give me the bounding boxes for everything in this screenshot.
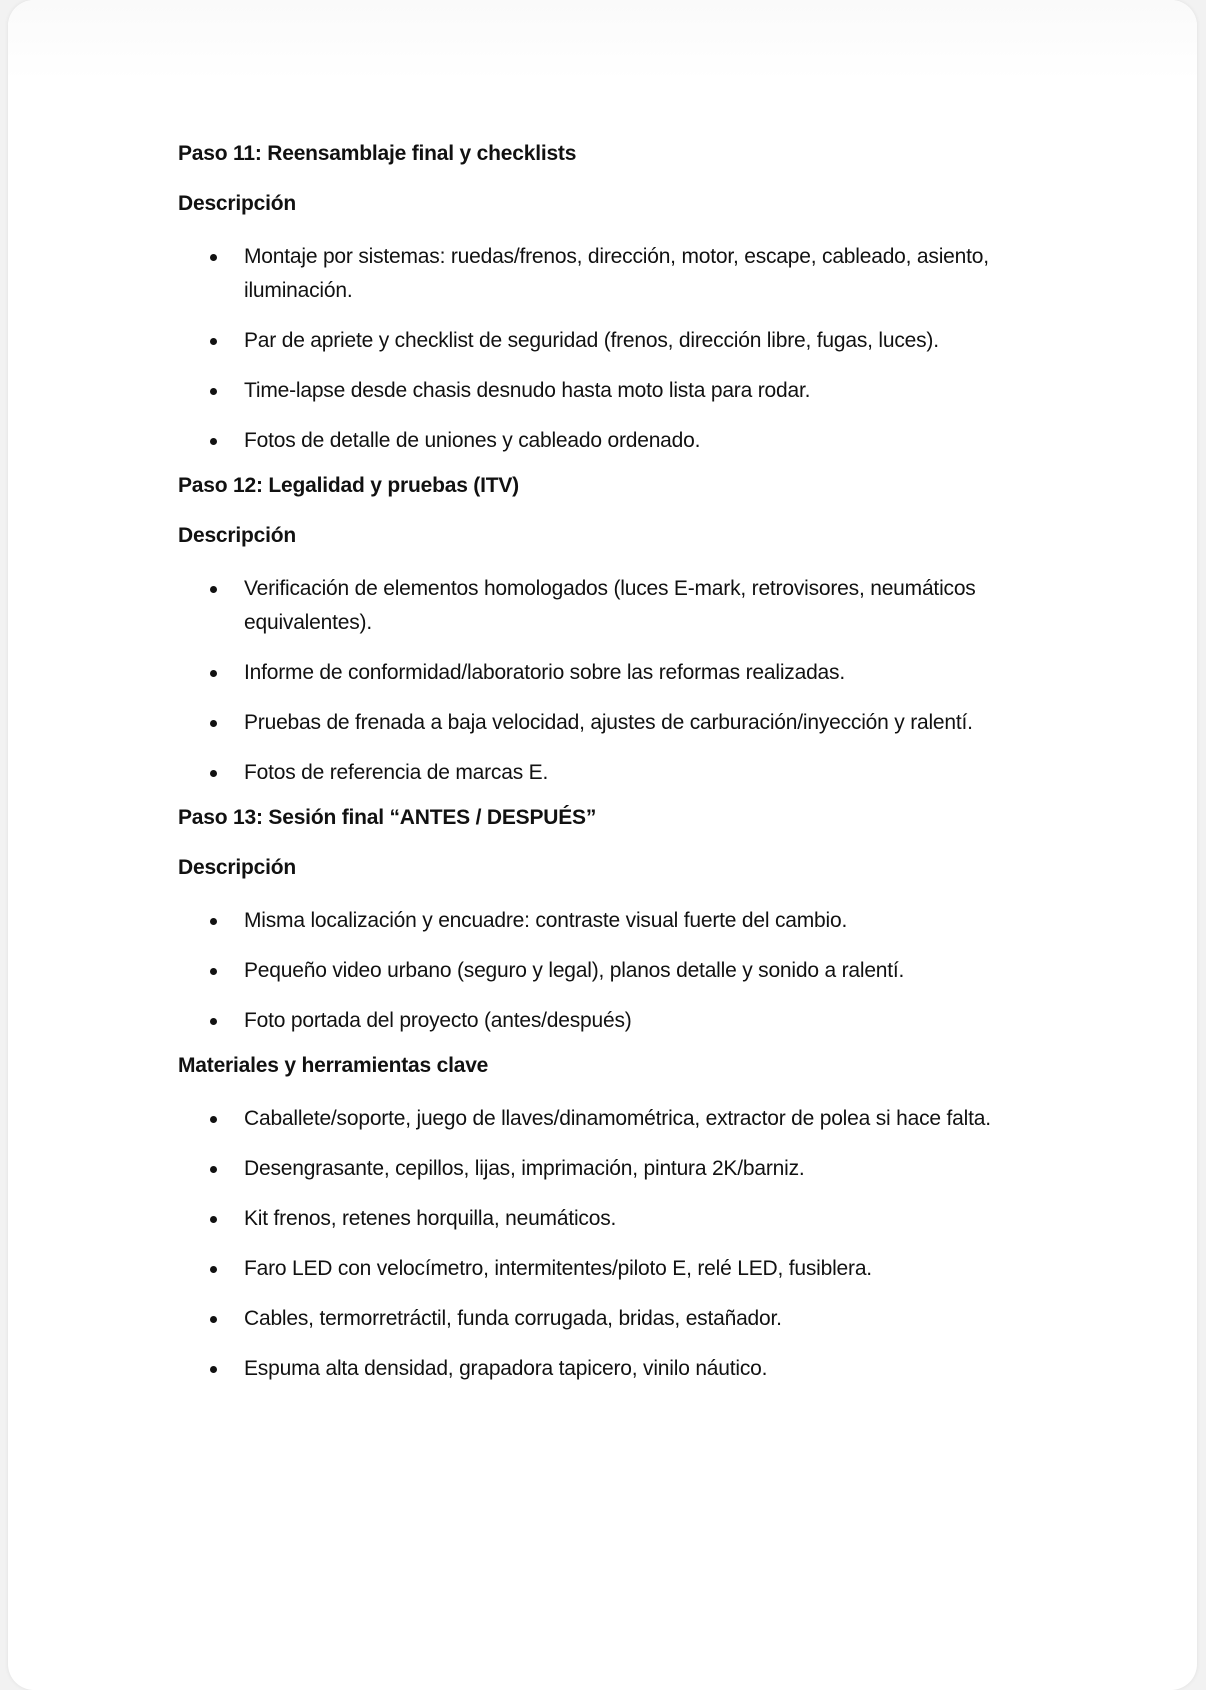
bullet-icon (210, 1366, 217, 1373)
list-item (178, 904, 1028, 938)
list-item-text: Caballete/soporte, juego de llaves/dinamométrica, extractor de polea si hace falta. (244, 1107, 991, 1130)
list-item (178, 572, 1028, 640)
list-item (178, 706, 1028, 740)
section-subtitle: Descripción (178, 192, 297, 215)
list-item-text: Par de apriete y checklist de seguridad (frenos, dirección libre, fugas, luces). (244, 329, 939, 352)
list-item (178, 1252, 1028, 1286)
bullet-icon (210, 438, 217, 445)
list-item (178, 1302, 1028, 1336)
list-item-text: Time-lapse desde chasis desnudo hasta moto lista para rodar. (244, 379, 811, 402)
list-item-text: Misma localización y encuadre: contraste visual fuerte del cambio. (244, 909, 848, 932)
bullet-icon (210, 1116, 217, 1123)
list-item (178, 324, 1028, 358)
document-content (178, 140, 1028, 1400)
bullet-icon (210, 770, 217, 777)
list-item-text: Fotos de referencia de marcas E. (244, 761, 549, 784)
bullet-icon (210, 1166, 217, 1173)
list-item (178, 374, 1028, 408)
section-title-materiales: Materiales y herramientas clave (178, 1054, 489, 1077)
section-title-paso-11: Paso 11: Reensamblaje final y checklists (178, 142, 577, 165)
list-item (178, 656, 1028, 690)
list-item (178, 1102, 1028, 1136)
section-subtitle: Descripción (178, 524, 297, 547)
top-fade (8, 0, 1197, 80)
bullet-list (178, 240, 1028, 458)
list-item-text: Espuma alta densidad, grapadora tapicero, vinilo náutico. (244, 1357, 768, 1380)
bullet-icon (210, 1266, 217, 1273)
list-item-text: Faro LED con velocímetro, intermitentes/piloto E, relé LED, fusiblera. (244, 1257, 872, 1280)
list-item-text: Foto portada del proyecto (antes/después) (244, 1009, 632, 1032)
document-page (8, 0, 1197, 1690)
list-item-text: Pequeño video urbano (seguro y legal), planos detalle y sonido a ralentí. (244, 959, 905, 982)
bullet-icon (210, 918, 217, 925)
list-item-text: Montaje por sistemas: ruedas/frenos, dirección, motor, escape, cableado, asiento, iluminación. (244, 245, 989, 302)
list-item (178, 1202, 1028, 1236)
bullet-icon (210, 670, 217, 677)
section-subtitle: Descripción (178, 856, 297, 879)
bullet-icon (210, 586, 217, 593)
bullet-icon (210, 388, 217, 395)
list-item-text: Verificación de elementos homologados (luces E-mark, retrovisores, neumáticos equivalentes). (244, 577, 976, 634)
bullet-list (178, 1102, 1028, 1386)
list-item (178, 1152, 1028, 1186)
list-item (178, 756, 1028, 790)
list-item (178, 1004, 1028, 1038)
bullet-list (178, 572, 1028, 790)
list-item-text: Fotos de detalle de uniones y cableado ordenado. (244, 429, 701, 452)
bullet-icon (210, 338, 217, 345)
list-item-text: Desengrasante, cepillos, lijas, imprimación, pintura 2K/barniz. (244, 1157, 805, 1180)
section-title-paso-12: Paso 12: Legalidad y pruebas (ITV) (178, 474, 519, 497)
list-item-text: Informe de conformidad/laboratorio sobre las reformas realizadas. (244, 661, 845, 684)
bullet-icon (210, 720, 217, 727)
list-item (178, 954, 1028, 988)
bullet-list (178, 904, 1028, 1038)
bullet-icon (210, 1216, 217, 1223)
bullet-icon (210, 1018, 217, 1025)
list-item (178, 240, 1028, 308)
list-item (178, 1352, 1028, 1386)
section-title-paso-13: Paso 13: Sesión final “ANTES / DESPUÉS” (178, 806, 597, 829)
list-item-text: Cables, termorretráctil, funda corrugada, bridas, estañador. (244, 1307, 782, 1330)
bullet-icon (210, 968, 217, 975)
list-item-text: Kit frenos, retenes horquilla, neumáticos. (244, 1207, 617, 1230)
list-item-text: Pruebas de frenada a baja velocidad, ajustes de carburación/inyección y ralentí. (244, 711, 973, 734)
bullet-icon (210, 1316, 217, 1323)
list-item (178, 424, 1028, 458)
bullet-icon (210, 254, 217, 261)
